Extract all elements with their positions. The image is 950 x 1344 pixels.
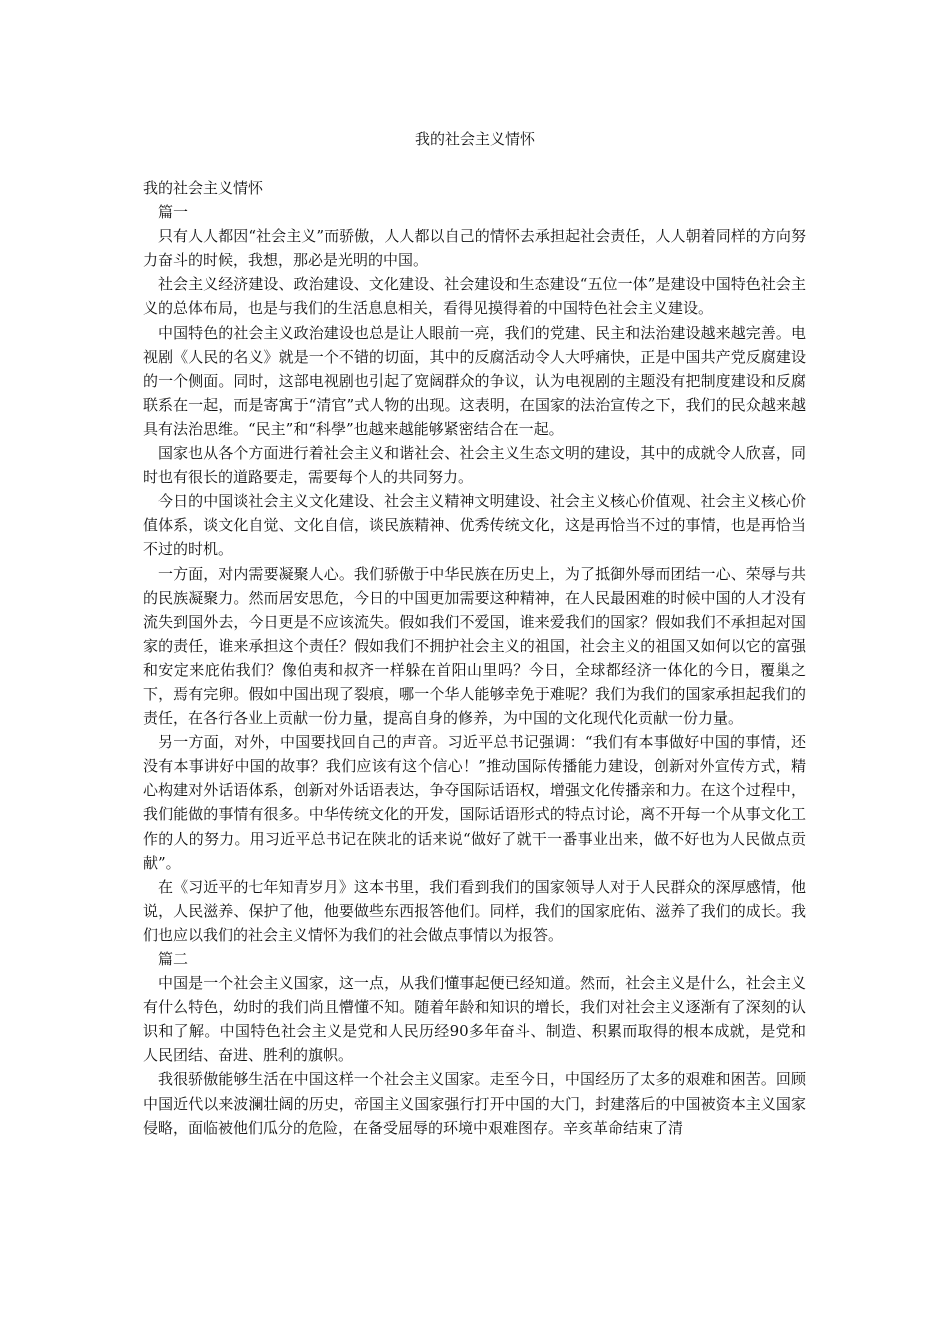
- section-heading-1: 篇一: [158, 203, 189, 222]
- document-subtitle: 我的社会主义情怀: [143, 179, 264, 197]
- paragraph: 中国是一个社会主义国家，这一点，从我们懂事起便已经知道。然而，社会主义是什么，社会主义有什么特色，幼时的我们尚且懵懂不知。随着年龄和知识的增长，我们对社会主义逐渐有了深刻的认识和了解。中国特色社会主义是党和人民历经90多年奋斗、制造、积累而取得的根本成就，是党和人民团结、奋进、胜利的旗帜。: [143, 974, 806, 1065]
- paragraph: 我很骄傲能够生活在中国这样一个社会主义国家。走至今日，中国经历了太多的艰难和困苦。回顾中国近代以来波澜壮阔的历史，帝国主义国家强行打开中国的大门，封建落后的中国被资本主义国家侵略，面临被他们瓜分的危险，在备受屈辱的环境中艰难图存。辛亥革命结束了清: [143, 1070, 806, 1137]
- paragraph: 社会主义经济建设、政治建设、文化建设、社会建设和生态建设“五位一体”是建设中国特色社会主义的总体布局，也是与我们的生活息息相关，看得见摸得着的中国特色社会主义建设。: [143, 275, 806, 318]
- paragraph: 中国特色的社会主义政治建设也总是让人眼前一亮，我们的党建、民主和法治建设越来越完善。电视剧《人民的名义》就是一个不错的切面，其中的反腐活动令人大呼痛快，正是中国共产党反腐建设的一个侧面。同时，这部电视剧也引起了宽阔群众的争议，认为电视剧的主题没有把制度建设和反腐联系在一起，而是寄寓于“清官”式人物的出现。这表明，在国家的法治宣传之下，我们的民众越来越具有法治思维。“民主”和“科學”也越来越能够紧密结合在一起。: [143, 323, 806, 438]
- paragraph: 只有人人都因“社会主义”而骄傲，人人都以自己的情怀去承担起社会责任，人人朝着同样的方向努力奋斗的时候，我想，那必是光明的中国。: [143, 227, 806, 270]
- paragraph: 在《习近平的七年知青岁月》这本书里，我们看到我们的国家领导人对于人民群众的深厚感情，他说，人民滋养、保护了他，他要做些东西报答他们。同样，我们的国家庇佑、滋养了我们的成长。我们也应以我们的社会主义情怀为我们的社会做点事情以为报答。: [143, 877, 806, 944]
- paragraph: 国家也从各个方面进行着社会主义和谐社会、社会主义生态文明的建设，其中的成就令人欣喜，同时也有很长的道路要走，需要每个人的共同努力。: [143, 444, 806, 487]
- document-title: 我的社会主义情怀: [414, 130, 535, 148]
- paragraph: 另一方面，对外，中国要找回自己的声音。习近平总书记强调：“我们有本事做好中国的事情，还没有本事讲好中国的故事？我们应该有这个信心！”推动国际传播能力建设，创新对外宣传方式，精心构建对外话语体系，创新对外话语表达，争夺国际话语权，增强文化传播亲和力。在这个过程中，我们能做的事情有很多。中华传统文化的开发，国际话语形式的特点讨论，离不开每一个从事文化工作的人的努力。用习近平总书记在陕北的话来说“做好了就干一番事业出来，做不好也为人民做点贡献”。: [143, 733, 806, 872]
- section-heading-2: 篇二: [158, 950, 189, 968]
- paragraph: 今日的中国谈社会主义文化建设、社会主义精神文明建设、社会主义核心价值观、社会主义核心价值体系，谈文化自觉、文化自信，谈民族精神、优秀传统文化，这是再恰当不过的事情，也是再恰当不过的时机。: [143, 492, 806, 559]
- paragraph: 一方面，对内需要凝聚人心。我们骄傲于中华民族在历史上，为了抵御外辱而团结一心、荣辱与共的民族凝聚力。然而居安思危，今日的中国更加需要这种精神，在人民最困难的时候中国的人才没有流失到国外去，今日更是不应该流失。假如我们不爱国，谁来爱我们的国家？假如我们不承担起对国家的责任，谁来承担这个责任？假如我们不拥护社会主义的祖国，社会主义的祖国又如何以它的富强和安定来庇佑我们？像伯夷和叔齐一样躲在首阳山里吗？今日，全球都经济一体化的今日，覆巢之下，焉有完卵。假如中国出现了裂痕，哪一个华人能够幸免于难呢？我们为我们的国家承担起我们的责任，在各行各业上贡献一份力量，提高自身的修养，为中国的文化现代化贡献一份力量。: [143, 564, 806, 728]
- document-body: [143, 176, 806, 1140]
